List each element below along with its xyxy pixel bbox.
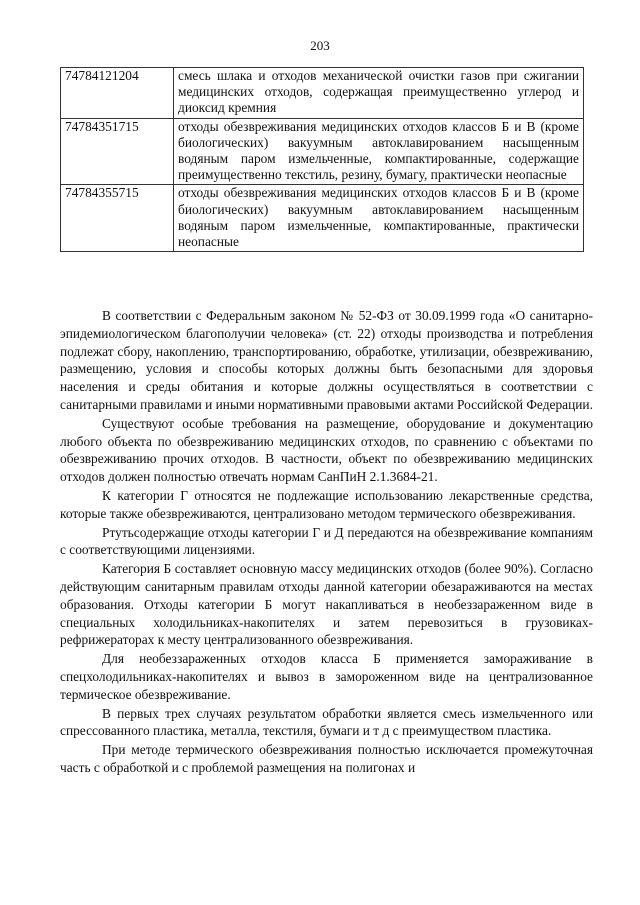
waste-description-cell: смесь шлака и отходов механической очистки газов при сжигании медицинских отходов, содержащая преимущественно углерод и диоксид кремния [174,68,584,119]
body-text [60,307,593,778]
page-number: 203 [310,38,330,53]
paragraph-thermal-method: При методе термического обезвреживания полностью исключается промежуточная часть с обработкой и с проблемой размещения на полигонах и [60,742,593,775]
paragraph-special-requirements: Существуют особые требования на размещение, оборудование и документацию любого объекта по обезвреживанию медицинских отходов, по сравнению с объектами по обезвреживанию прочих отходов. В частности, объект по обезвреживанию медицинских отходов должен полностью отвечать нормам СанПиН 2.1.3684-21. [60,415,593,485]
waste-code-table [60,67,584,252]
waste-code-cell: 74784355715 [61,185,174,252]
waste-description-cell: отходы обезвреживания медицинских отходов классов Б и В (кроме биологических) вакуумным автоклавированием насыщенным водяным паром измельченные, компактированные, практически неопасные [174,185,584,252]
paragraph-category-b: Категория Б составляет основную массу медицинских отходов (более 90%). Согласно действующим санитарным правилам отходы данной категории обезараживаются на местах образования. Отходы категории Б могут накапливаться в необеззараженном виде в специальных холодильниках-накопителях и затем перевозиться в грузовиках-рефрижераторах к месту централизованного обезвреживания. [60,561,593,648]
waste-code-cell: 74784121204 [61,68,174,119]
paragraph-processing-result: В первых трех случаях результатом обработки является смесь измельченного или спрессованного пластика, металла, текстиля, бумаги и т д с преимуществом пластика. [60,705,593,739]
paragraph-category-g: К категории Г относятся не подлежащие использованию лекарственные средства, которые также обезвреживаются, централизовано методом термического обезвреживания. [60,487,593,521]
waste-code-cell: 74784351715 [61,118,174,185]
table-row [61,185,584,252]
waste-description-cell: отходы обезвреживания медицинских отходов классов Б и В (кроме биологических) вакуумным автоклавированием насыщенным водяным паром измельченные, компактированные, содержащие преимущественно текстиль, резину, бумагу, практически неопасные [174,118,584,185]
table-row [61,68,584,119]
table-row [61,118,584,185]
paragraph-mercury-waste: Ртутьсодержащие отходы категории Г и Д передаются на обезвреживание компаниям с соответствующими лицензиями. [60,524,593,558]
paragraph-federal-law: В соответствии с Федеральным законом № 52-ФЗ от 30.09.1999 года «О санитарно-эпидемиологическом благополучии человека» (ст. 22) отходы производства и потребления подлежат сбору, накоплению, транспортированию, обработке, утилизации, обезвреживанию, размещению, условия и способы которых должны быть безопасными для здоровья населения и среды обитания и которые должны осуществляться в соответствии с санитарными правилами и иными нормативными правовыми актами Российской Федерации. [60,308,593,412]
paragraph-freezing: Для необеззараженных отходов класса Б применяется замораживание в спецхолодильниках-накопителях и вывоз в замороженном виде на централизованное термическое обезвреживание. [60,651,593,702]
